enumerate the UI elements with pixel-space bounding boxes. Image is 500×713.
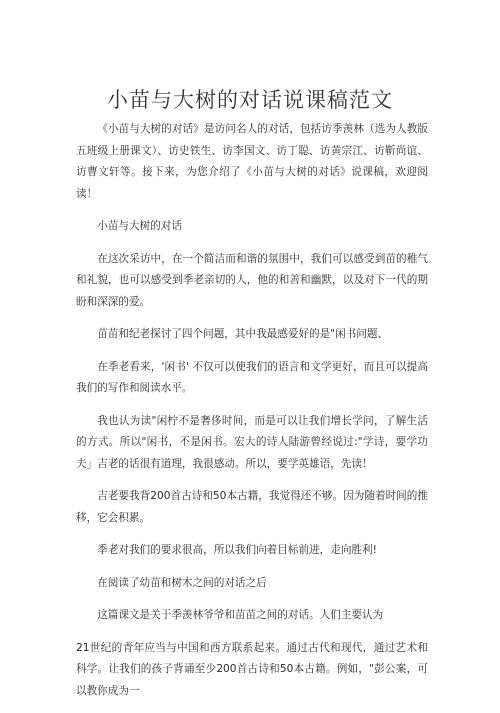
paragraph-subheading: 小苗与大树的对话 bbox=[97, 220, 182, 232]
paragraph: 这篇课文是关于季羡林爷爷和苗苗之间的对话。人们主要认为 bbox=[97, 609, 384, 621]
paragraph: 我也认为读"闲柠不是奢侈时间，而是可以让我们增长学问，了解生活的方式。所以"闲书，不是闲书。宏大的诗人陆游曾经说过:"学诗，要学功夫」吉老的话很有道理，我很感动。所以，要学英雄语，先读！ bbox=[76, 414, 428, 470]
paragraph: 苗苗和纪老探讨了四个问题，其中我最感爱好的是"闲书问题、 bbox=[97, 328, 389, 340]
paragraph-intro: 《小苗与大树的对话》是访问名人的对话，包括访季羡林（选为人教版五班级上册课文）、访史铁生、访李国文、访丁聪、访黄宗江、访靳尚谊、访曹文轩等。接下来，为您介绍了《小苗与大树的对话》说课稿，欢迎阅读！ bbox=[76, 123, 428, 200]
paragraph-subheading: 在阅读了幼苗和树木之间的对话之后 bbox=[97, 576, 267, 589]
paragraph: 21世纪的青年应当与中国和西方联系起来。通过古代和现代，通过艺术和科学。让我们的孩子背诵至少200首古诗和50本古籍。例如，"彭公案，可以教你成为一 bbox=[76, 641, 428, 697]
document-body bbox=[76, 119, 428, 713]
document-title: 小苗与大树的对话说课稿范文 bbox=[107, 88, 393, 113]
paragraph: 季老对我们的要求很高，所以我们向着目标前进，走向胜利! bbox=[97, 544, 377, 556]
paragraph: 吉老要我背200首古诗和50本古籍，我觉得还不够。因为随着时间的推移，它会积累。 bbox=[76, 490, 428, 524]
paragraph: 在季老看来，'闲书' 不仅可以使我们的语言和文学更好，而且可以提高我们的写作和阅读水平。 bbox=[76, 360, 428, 394]
paragraph: 在这次采访中，在一个简洁而和谐的氛围中，我们可以感受到苗的稚气和礼貌，也可以感受到季老亲切的人，他的和善和幽默，以及对下一代的期盼和深深的爱。 bbox=[76, 252, 428, 308]
